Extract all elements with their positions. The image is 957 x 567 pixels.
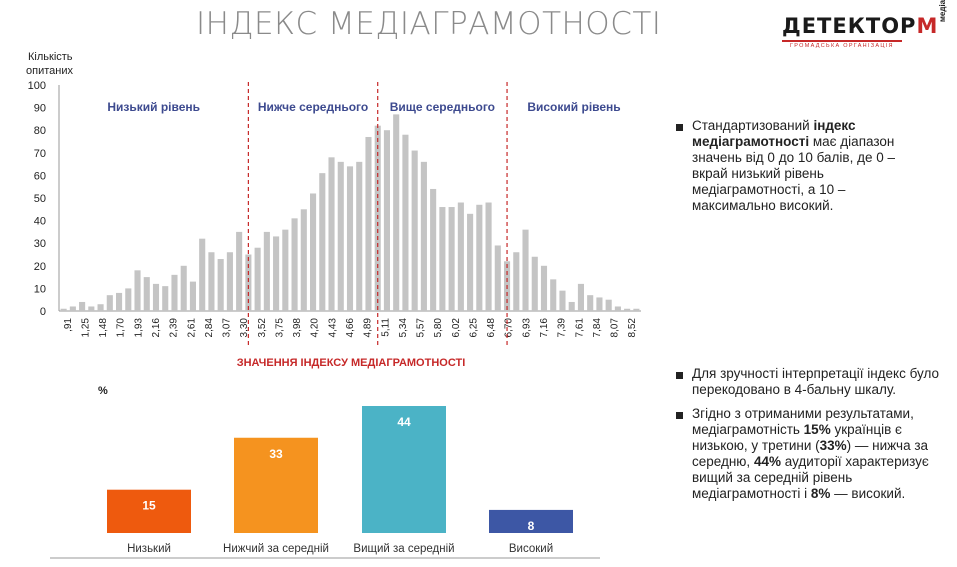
bullet-text: — високий.	[830, 486, 906, 501]
bullet-text-bold: індекс медіаграмотності	[692, 118, 856, 149]
bullet-text: українців є низькою, у третини (	[692, 422, 902, 453]
histogram-bar	[596, 297, 602, 311]
histogram-y-tick-label: 0	[39, 306, 46, 318]
histogram-y-tick-label: 80	[33, 125, 46, 138]
histogram-x-tick-label: 3,75	[274, 318, 286, 338]
logo-media-label: медіа	[938, 0, 947, 22]
histogram-bar	[412, 151, 418, 311]
histogram-bar	[449, 207, 455, 311]
histogram-y-tick-label: 20	[33, 260, 46, 273]
histogram-x-tick-label: 6,02	[450, 318, 462, 338]
histogram-x-tick-label: 3,98	[292, 318, 304, 338]
histogram-bar	[208, 252, 214, 311]
histogram-x-tick-label: 5,34	[397, 318, 409, 338]
histogram-bar	[190, 282, 196, 311]
histogram-x-tick-label: 3,07	[221, 318, 233, 338]
histogram-x-tick-label: 2,16	[151, 318, 162, 338]
histogram-x-tick-label: 7,84	[591, 318, 603, 338]
histogram-y-tick-label: 60	[33, 170, 46, 183]
bullet-item	[676, 406, 941, 502]
histogram-x-tick-label: 2,39	[168, 318, 180, 338]
histogram-bar	[328, 157, 334, 311]
bullet-text: аудиторії характеризує вищий за середній рівень медіаграмотності і	[692, 454, 929, 501]
region-label: Нижче середнього	[257, 100, 369, 114]
histogram-bar	[153, 284, 159, 311]
histogram-x-tick-label: 7,61	[574, 318, 586, 338]
histogram-bar	[624, 309, 630, 311]
histogram-x-tick-label: 6,70	[503, 318, 515, 338]
histogram-xlabel: ЗНАЧЕННЯ ІНДЕКСУ МЕДІАГРАМОТНОСТІ	[236, 357, 466, 369]
bullet-text: Згідно з отриманими результатами, медіаграмотність	[692, 406, 914, 437]
description-bottom	[676, 366, 941, 510]
histogram-bar	[559, 291, 565, 311]
histogram-bar	[393, 114, 399, 311]
histogram-bar	[227, 252, 233, 311]
histogram-bar	[134, 270, 140, 311]
bullet-text: ) — нижча за середню,	[692, 438, 929, 469]
summary-bar-value-label: 33	[269, 446, 283, 461]
bullet-text-bold: 44%	[753, 454, 781, 469]
histogram-ylabel-line1: Кількість	[28, 51, 73, 63]
bullet-text: Стандартизований	[692, 118, 814, 133]
histogram-bar	[338, 162, 344, 311]
histogram-bar	[181, 266, 187, 311]
summary-bar-value-label: 8	[527, 518, 535, 533]
histogram-x-tick-label: 4,20	[309, 318, 321, 338]
histogram-bar	[615, 306, 621, 311]
histogram-bar	[255, 248, 261, 311]
histogram-y-tick-label: 10	[33, 283, 46, 296]
histogram-x-tick-label: 4,43	[327, 318, 339, 338]
histogram-x-tick-label: 3,52	[256, 318, 268, 338]
histogram-bar	[282, 230, 288, 311]
histogram-bar	[476, 205, 482, 311]
logo-subtitle: ГРОМАДСЬКА ОРГАНІЗАЦІЯ	[790, 43, 894, 49]
histogram-x-tick-label: 1,70	[115, 318, 127, 338]
histogram-x-tick-label: 7,39	[556, 318, 568, 338]
bullet-text-bold: 33%	[819, 438, 847, 453]
histogram-bar	[541, 266, 547, 311]
bar-chart-unit-label: %	[98, 385, 108, 397]
histogram-bar	[116, 293, 122, 311]
histogram-bar	[421, 162, 427, 311]
histogram-bar	[292, 218, 298, 311]
histogram-bar	[495, 245, 501, 311]
histogram-x-tick-label: 1,48	[98, 318, 110, 338]
histogram-y-tick-label: 90	[33, 102, 46, 115]
histogram-bar	[356, 162, 362, 311]
histogram-y-tick-label: 40	[33, 215, 46, 228]
histogram-y-tick-label: 30	[33, 238, 46, 251]
histogram-ylabel-line2: опитаних	[26, 65, 73, 77]
histogram-bar	[199, 239, 205, 311]
logo-wordmark: ДЕТЕКТОРM	[782, 14, 939, 38]
histogram-bar	[61, 309, 67, 311]
bullet-text-bold: 15%	[803, 422, 831, 437]
histogram-y-tick-label: 50	[33, 193, 46, 205]
bullet-text: має діапазон значень від 0 до 10 балів, де 0 – вкрай низький рівень медіаграмотності, а 10 – максимально високий.	[692, 134, 895, 213]
histogram-bar	[236, 232, 242, 311]
summary-bar-value-label: 15	[142, 498, 156, 513]
region-label: Низький рівень	[107, 100, 201, 114]
histogram-bar	[587, 295, 593, 311]
bullet-text-bold: 8%	[810, 486, 831, 501]
histogram-x-tick-label: 6,48	[486, 318, 498, 338]
histogram-bar	[458, 203, 464, 311]
histogram-bar	[171, 275, 177, 311]
region-label: Вище середнього	[389, 100, 496, 114]
histogram-bar	[310, 193, 316, 311]
page-title: ІНДЕКС МЕДІАГРАМОТНОСТІ	[196, 6, 662, 42]
histogram-bar	[264, 232, 270, 311]
histogram-x-tick-label: 6,93	[521, 318, 533, 338]
histogram-bar	[107, 295, 113, 311]
histogram-bar	[439, 207, 445, 311]
histogram-bar	[125, 288, 131, 311]
histogram-bar	[144, 277, 150, 311]
histogram-bar	[550, 279, 556, 311]
summary-category-label: Нижчий за середній	[223, 543, 329, 555]
histogram-x-tick-label: 3,30	[239, 318, 251, 338]
histogram-bar	[402, 135, 408, 311]
histogram-bar	[633, 309, 639, 311]
histogram-bar	[273, 236, 279, 311]
histogram-bar	[301, 209, 307, 311]
summary-category-label: Низький	[127, 543, 171, 555]
histogram-bar	[365, 137, 371, 311]
histogram-bar	[98, 304, 104, 311]
histogram-x-tick-label: 4,66	[345, 318, 356, 338]
histogram-bar	[384, 130, 390, 311]
summary-category-label: Вищий за середній	[353, 543, 455, 555]
histogram-bar	[578, 284, 584, 311]
region-label: Високий рівень	[527, 100, 621, 114]
histogram-x-tick-label: 5,11	[380, 318, 392, 337]
histogram-x-tick-label: 8,52	[627, 318, 639, 338]
histogram-bar	[319, 173, 325, 311]
histogram-y-tick-label: 100	[27, 80, 46, 92]
histogram-x-tick-label: 5,57	[415, 318, 427, 338]
histogram-bar	[218, 259, 224, 311]
histogram-x-tick-label: 1,25	[80, 318, 92, 338]
bullet-text: Для зручності інтерпретації індекс було перекодовано в 4-бальну шкалу.	[692, 366, 940, 397]
summary-category-label: Високий	[508, 543, 554, 555]
histogram-bar	[467, 214, 473, 311]
histogram-bar	[569, 302, 575, 311]
histogram-x-tick-label: 6,25	[468, 318, 480, 338]
description-top	[676, 118, 926, 222]
histogram-x-tick-label: 2,84	[203, 318, 215, 338]
histogram-bar	[70, 306, 76, 311]
histogram-bar	[88, 306, 94, 311]
histogram-bar	[430, 189, 436, 311]
bullet-item	[676, 118, 926, 214]
summary-bar-value-label: 44	[397, 415, 411, 429]
histogram-x-tick-label: 5,80	[433, 318, 445, 338]
histogram-x-tick-label: 7,16	[539, 318, 550, 338]
histogram-bar	[79, 302, 85, 311]
histogram-bar	[347, 166, 353, 311]
histogram-bar	[162, 286, 168, 311]
histogram-y-tick-label: 70	[33, 147, 46, 160]
histogram-x-tick-label: 2,61	[186, 318, 198, 338]
histogram-bar	[606, 300, 612, 311]
histogram-bar	[486, 203, 492, 311]
histogram-x-tick-label: 8,07	[609, 318, 621, 338]
histogram-bar	[513, 252, 519, 311]
histogram-x-tick-label: ,91	[62, 318, 74, 332]
histogram-bar	[522, 230, 528, 311]
histogram-x-tick-label: 1,93	[133, 318, 145, 338]
bullet-item	[676, 366, 941, 398]
histogram-x-tick-label: 4,89	[362, 318, 374, 338]
histogram-bar	[532, 257, 538, 311]
